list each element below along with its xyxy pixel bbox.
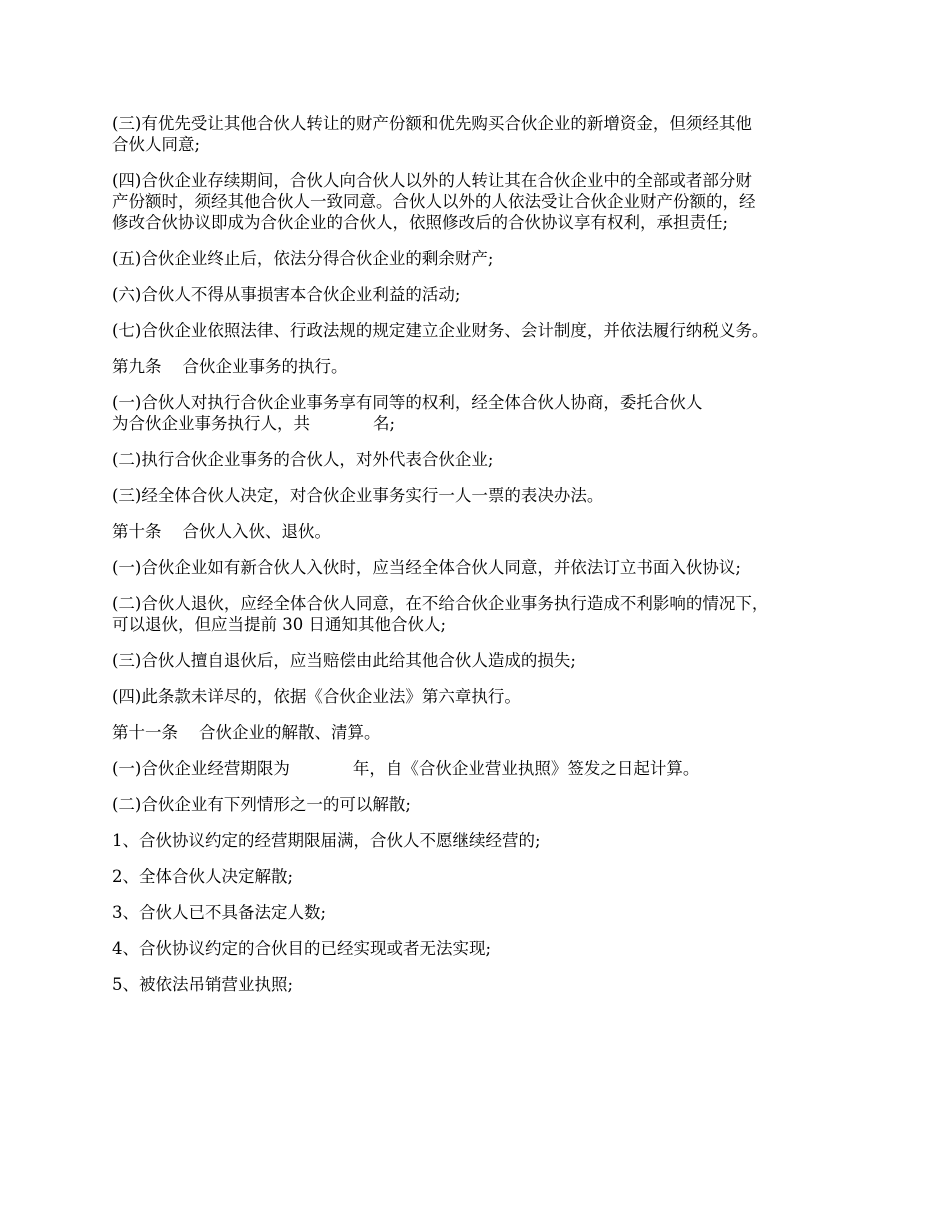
paragraph-line: 第九条 合伙企业事务的执行。 bbox=[112, 357, 348, 376]
paragraph-line: 4、合伙协议约定的合伙目的已经实现或者无法实现; bbox=[112, 939, 492, 958]
paragraph bbox=[112, 830, 850, 851]
paragraph-line: (七)合伙企业依照法律、行政法规的规定建立企业财务、会计制度，并依法履行纳税义务。 bbox=[112, 321, 769, 340]
document-body bbox=[112, 113, 850, 995]
paragraph bbox=[112, 650, 850, 671]
paragraph bbox=[112, 938, 850, 959]
paragraph-line: (二)执行合伙企业事务的合伙人，对外代表合伙企业; bbox=[112, 450, 494, 469]
paragraph-line: 为合伙企业事务执行人，共 名; bbox=[112, 414, 395, 433]
paragraph-line: (五)合伙企业终止后，依法分得合伙企业的剩余财产; bbox=[112, 249, 494, 268]
paragraph-line: (一)合伙企业如有新合伙人入伙时，应当经全体合伙人同意，并依法订立书面入伙协议; bbox=[112, 558, 741, 577]
paragraph bbox=[112, 722, 850, 743]
paragraph-line: 3、合伙人已不具备法定人数; bbox=[112, 903, 327, 922]
paragraph-line: (一)合伙人对执行合伙企业事务享有同等的权利，经全体合伙人协商，委托合伙人 bbox=[112, 393, 703, 412]
paragraph-line: 第十条 合伙人入伙、退伙。 bbox=[112, 522, 331, 541]
paragraph bbox=[112, 794, 850, 815]
paragraph-line: 2、全体合伙人决定解散; bbox=[112, 867, 294, 886]
paragraph-line: (四)此条款未详尽的，依据《合伙企业法》第六章执行。 bbox=[112, 687, 521, 706]
paragraph-line: (三)有优先受让其他合伙人转让的财产份额和优先购买合伙企业的新增资金，但须经其他 bbox=[112, 114, 752, 133]
paragraph-line: 1、合伙协议约定的经营期限届满，合伙人不愿继续经营的; bbox=[112, 831, 541, 850]
paragraph bbox=[112, 248, 850, 269]
paragraph bbox=[112, 284, 850, 305]
paragraph bbox=[112, 392, 850, 434]
paragraph bbox=[112, 170, 850, 233]
paragraph bbox=[112, 593, 850, 635]
paragraph-line: (六)合伙人不得从事损害本合伙企业利益的活动; bbox=[112, 285, 461, 304]
paragraph-line: (四)合伙企业存续期间，合伙人向合伙人以外的人转让其在合伙企业中的全部或者部分财 bbox=[112, 171, 752, 190]
paragraph-line: (二)合伙人退伙，应经全体合伙人同意，在不给合伙企业事务执行造成不利影响的情况下， bbox=[112, 594, 769, 613]
paragraph bbox=[112, 521, 850, 542]
paragraph-line: 产份额时，须经其他合伙人一致同意。合伙人以外的人依法受让合伙企业财产份额的，经 bbox=[112, 192, 756, 211]
paragraph bbox=[112, 758, 850, 779]
paragraph bbox=[112, 686, 850, 707]
paragraph bbox=[112, 113, 850, 155]
paragraph-line: 第十一条 合伙企业的解散、清算。 bbox=[112, 723, 381, 742]
paragraph bbox=[112, 449, 850, 470]
paragraph bbox=[112, 557, 850, 578]
paragraph bbox=[112, 974, 850, 995]
paragraph bbox=[112, 485, 850, 506]
paragraph bbox=[112, 902, 850, 923]
paragraph-line: (一)合伙企业经营期限为 年，自《合伙企业营业执照》签发之日起计算。 bbox=[112, 759, 700, 778]
paragraph-line: (二)合伙企业有下列情形之一的可以解散; bbox=[112, 795, 411, 814]
paragraph-line: (三)合伙人擅自退伙后，应当赔偿由此给其他合伙人造成的损失; bbox=[112, 651, 576, 670]
paragraph-line: 合伙人同意; bbox=[112, 135, 201, 154]
paragraph bbox=[112, 356, 850, 377]
paragraph bbox=[112, 320, 850, 341]
paragraph bbox=[112, 866, 850, 887]
paragraph-line: 5、被依法吊销营业执照; bbox=[112, 975, 294, 994]
paragraph-line: 修改合伙协议即成为合伙企业的合伙人，依照修改后的合伙协议享有权利，承担责任; bbox=[112, 213, 729, 232]
paragraph-line: (三)经全体合伙人决定，对合伙企业事务实行一人一票的表决办法。 bbox=[112, 486, 604, 505]
paragraph-line: 可以退伙，但应当提前 30 日通知其他合伙人; bbox=[112, 615, 447, 634]
